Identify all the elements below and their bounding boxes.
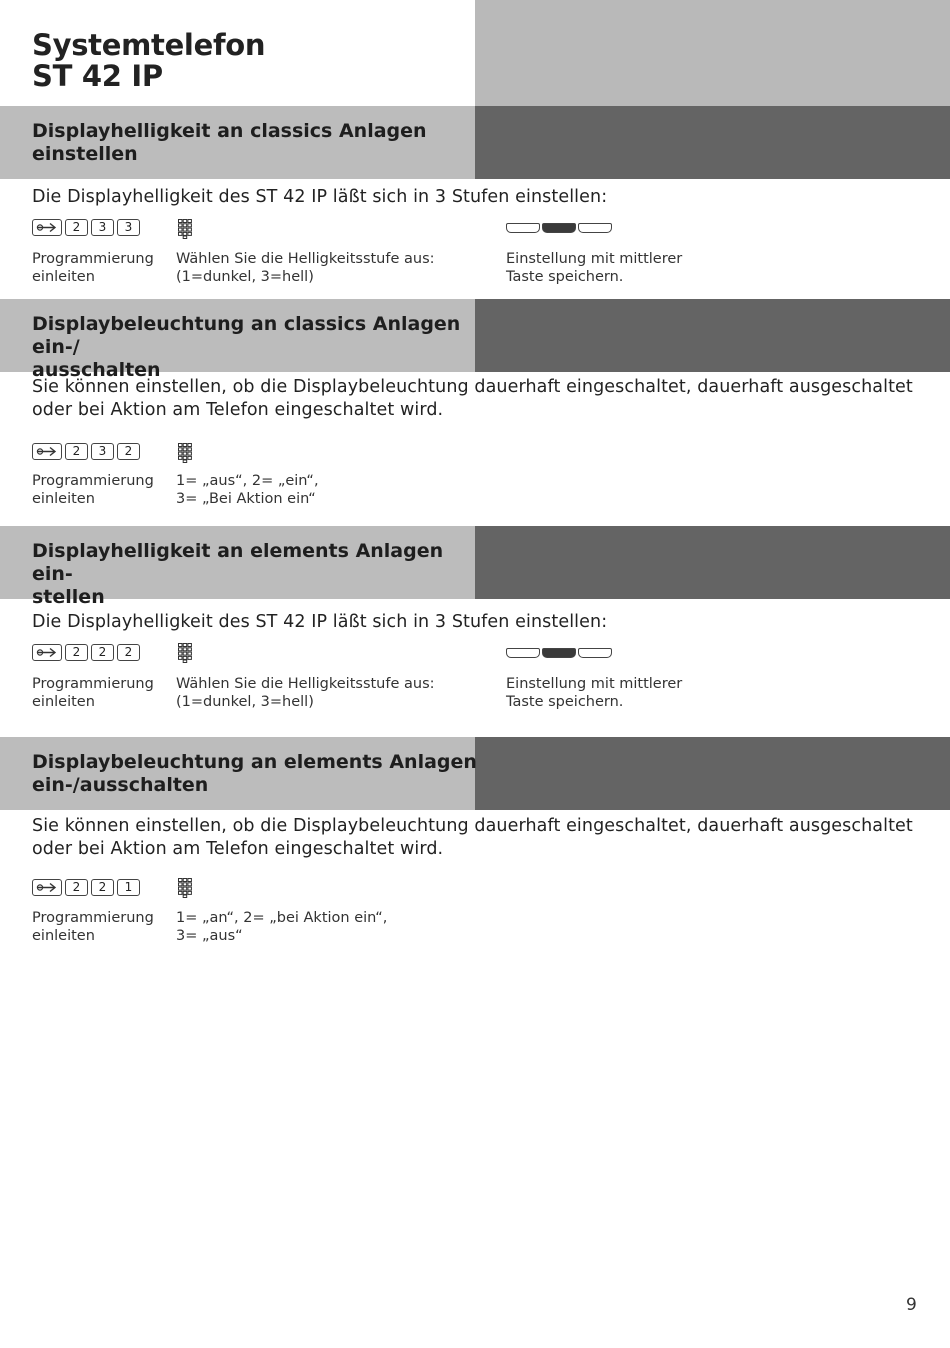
caption-start-programming: Programmierung einleiten bbox=[32, 910, 154, 944]
keypad-icon bbox=[178, 443, 192, 463]
key-sequence bbox=[32, 219, 140, 237]
digit-key: 2 bbox=[65, 879, 88, 896]
section-intro: Die Displayhelligkeit des ST 42 IP läßt sich in 3 Stufen einstellen: bbox=[32, 187, 608, 207]
caption-options: 1= „aus“, 2= „ein“, 3= „Bei Aktion ein“ bbox=[176, 473, 319, 507]
arrow-right-icon bbox=[32, 219, 62, 236]
digit-key: 2 bbox=[65, 219, 88, 236]
section-title: Displayhelligkeit an elements Anlagen ein- stellen bbox=[32, 540, 444, 608]
digit-key: 2 bbox=[65, 644, 88, 661]
arrow-right-icon bbox=[32, 443, 62, 460]
digit-key: 2 bbox=[91, 644, 114, 661]
page-title-line2: ST 42 IP bbox=[32, 59, 163, 93]
section-intro: Sie können einstellen, ob die Displaybeleuchtung dauerhaft eingeschaltet, dauerhaft ausgeschaltet oder bei Aktion am Telefon eingeschaltet wird. bbox=[32, 816, 913, 859]
section-title: Displayhelligkeit an classics Anlagen einstellen bbox=[32, 120, 427, 165]
caption-start-programming: Programmierung einleiten bbox=[32, 251, 154, 285]
key-sequence bbox=[32, 644, 140, 662]
section-header-elements-backlight bbox=[0, 737, 950, 810]
caption-start-programming: Programmierung einleiten bbox=[32, 473, 154, 507]
section-title: Displaybeleuchtung an classics Anlagen ein-/ ausschalten bbox=[32, 313, 461, 381]
section-header-classics-backlight bbox=[0, 299, 950, 381]
arrow-right-icon bbox=[32, 644, 62, 661]
caption-save: Einstellung mit mittlerer Taste speichern. bbox=[506, 676, 683, 710]
section-header-classics-brightness bbox=[0, 106, 950, 179]
digit-key: 1 bbox=[117, 879, 140, 896]
section-header-elements-brightness bbox=[0, 526, 950, 608]
keypad-icon bbox=[178, 878, 192, 898]
key-sequence bbox=[32, 879, 140, 897]
section-intro: Die Displayhelligkeit des ST 42 IP läßt sich in 3 Stufen einstellen: bbox=[32, 612, 608, 632]
section-title: Displaybeleuchtung an elements Anlagen ein-/ausschalten bbox=[32, 751, 477, 796]
caption-select-level: Wählen Sie die Helligkeitsstufe aus: (1=dunkel, 3=hell) bbox=[176, 251, 435, 285]
caption-start-programming: Programmierung einleiten bbox=[32, 676, 154, 710]
digit-key: 3 bbox=[117, 219, 140, 236]
header-grey-block bbox=[475, 0, 950, 106]
softkeys-middle-active-icon bbox=[506, 223, 612, 233]
digit-key: 3 bbox=[91, 219, 114, 236]
page-title bbox=[32, 30, 265, 92]
key-sequence bbox=[32, 443, 140, 461]
page-number: 9 bbox=[906, 1295, 917, 1315]
digit-key: 2 bbox=[117, 644, 140, 661]
softkeys-middle-active-icon bbox=[506, 648, 612, 658]
caption-save: Einstellung mit mittlerer Taste speichern. bbox=[506, 251, 683, 285]
page-title-line1: Systemtelefon bbox=[32, 28, 266, 62]
keypad-icon bbox=[178, 219, 192, 239]
digit-key: 2 bbox=[91, 879, 114, 896]
caption-select-level: Wählen Sie die Helligkeitsstufe aus: (1=dunkel, 3=hell) bbox=[176, 676, 435, 710]
digit-key: 2 bbox=[65, 443, 88, 460]
arrow-right-icon bbox=[32, 879, 62, 896]
digit-key: 3 bbox=[91, 443, 114, 460]
keypad-icon bbox=[178, 643, 192, 663]
digit-key: 2 bbox=[117, 443, 140, 460]
caption-options: 1= „an“, 2= „bei Aktion ein“, 3= „aus“ bbox=[176, 910, 388, 944]
section-intro: Sie können einstellen, ob die Displaybeleuchtung dauerhaft eingeschaltet, dauerhaft ausgeschaltet oder bei Aktion am Telefon eingeschaltet wird. bbox=[32, 377, 913, 420]
